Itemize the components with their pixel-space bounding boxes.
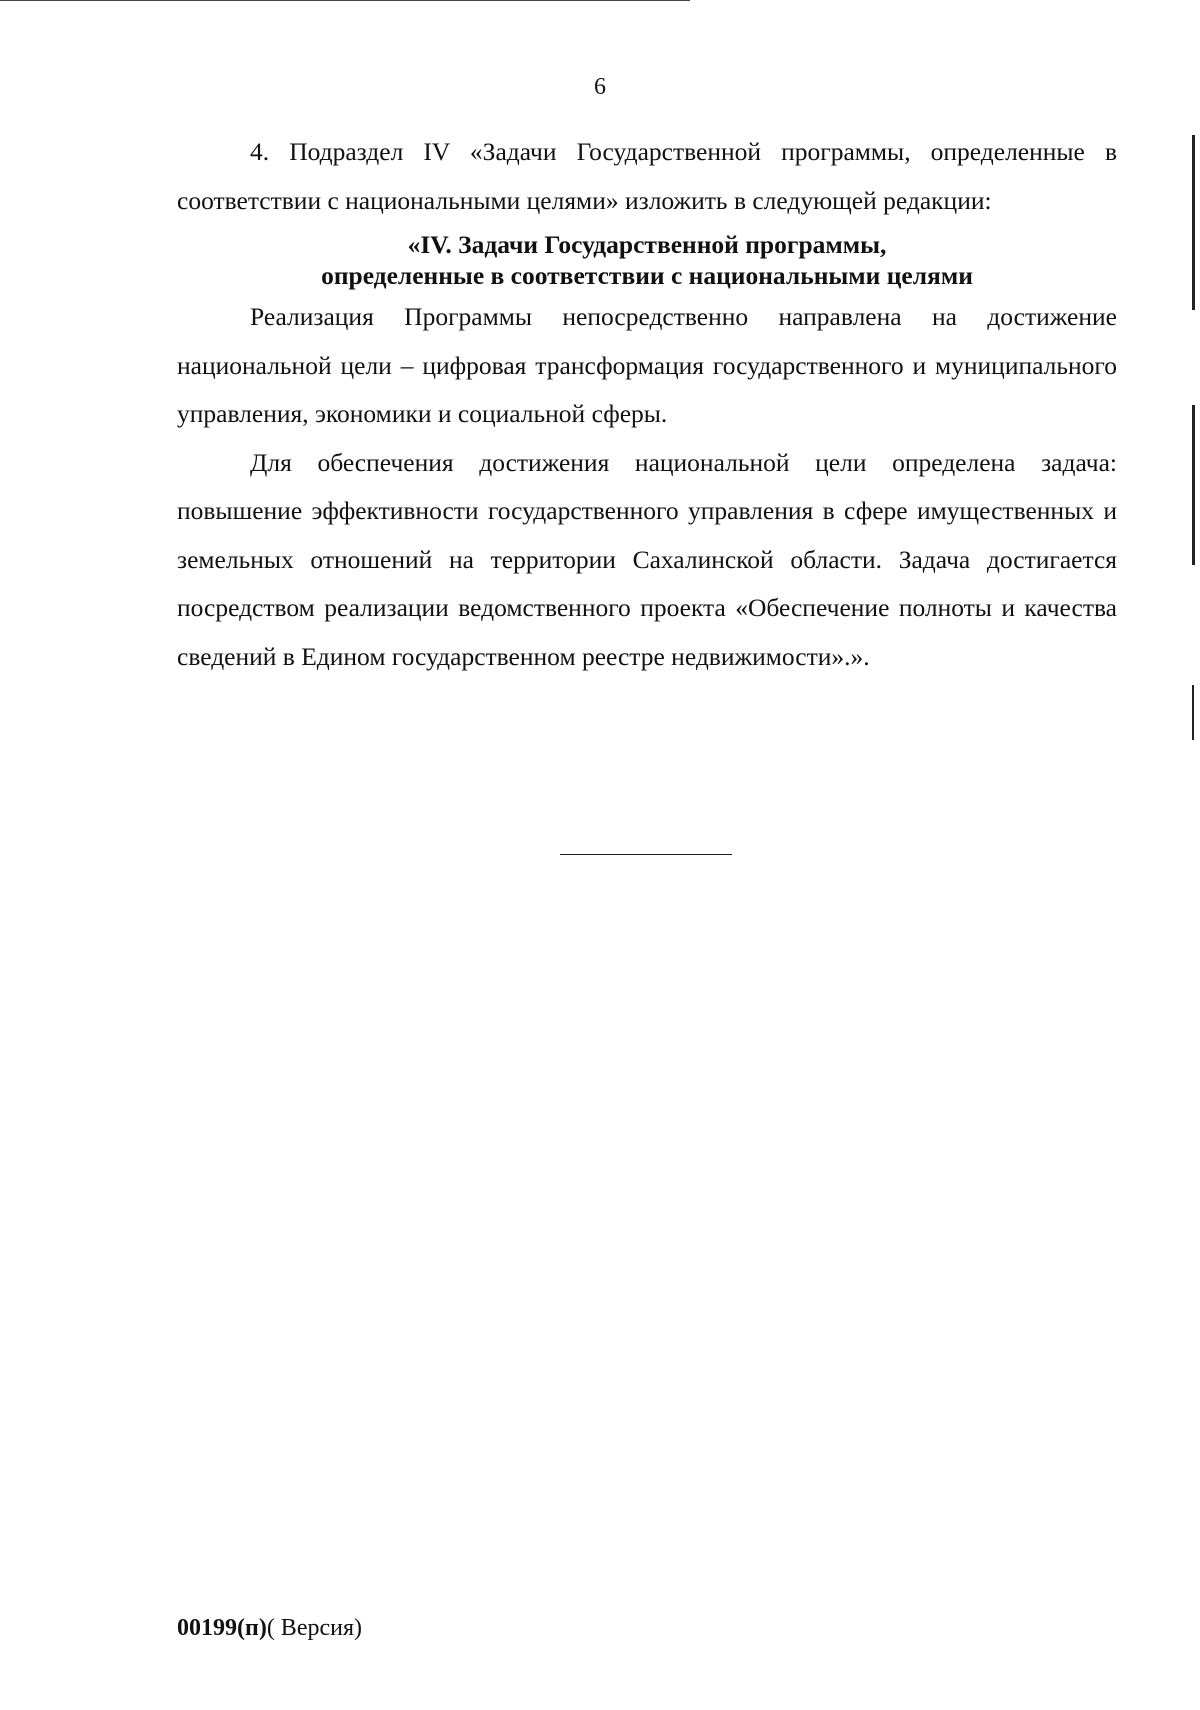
document-body — [177, 128, 1117, 681]
document-version: ( Версия) — [266, 1615, 362, 1641]
scan-edge-mark — [1192, 405, 1195, 565]
section-heading-line-1: «IV. Задачи Государственной программы, — [407, 230, 887, 259]
scan-edge-mark — [1192, 135, 1195, 310]
footer — [177, 1615, 362, 1642]
paragraph-task: Для обеспечения достижения национальной цели определена задача: повышение эффективности государственного управления в сфере имущественных и земельных отношений на территории Сахалинской области. Задача достигается посредством реализации ведомственного проекта «Обеспечение полноты и качества сведений в Едином государственном реестре недвижимости».». — [177, 447, 1117, 671]
end-separator-line — [560, 854, 732, 855]
paragraph-goal: Реализация Программы непосредственно направлена на достижение национальной цели – цифровая трансформация государственного и муниципального управления, экономики и социальной сферы. — [177, 302, 1117, 428]
paragraph-instruction: 4. Подраздел IV «Задачи Государственной программы, определенные в соответствии с национальными целями» изложить в следующей редакции: — [177, 137, 1117, 215]
page-number: 6 — [594, 74, 606, 100]
scan-edge-mark — [1192, 685, 1194, 740]
section-heading-line-2: определенные в соответствии с национальными целями — [321, 261, 973, 290]
scan-top-edge-line — [0, 0, 690, 1]
section-heading — [177, 229, 1117, 291]
document-code: 00199(п) — [177, 1615, 267, 1641]
